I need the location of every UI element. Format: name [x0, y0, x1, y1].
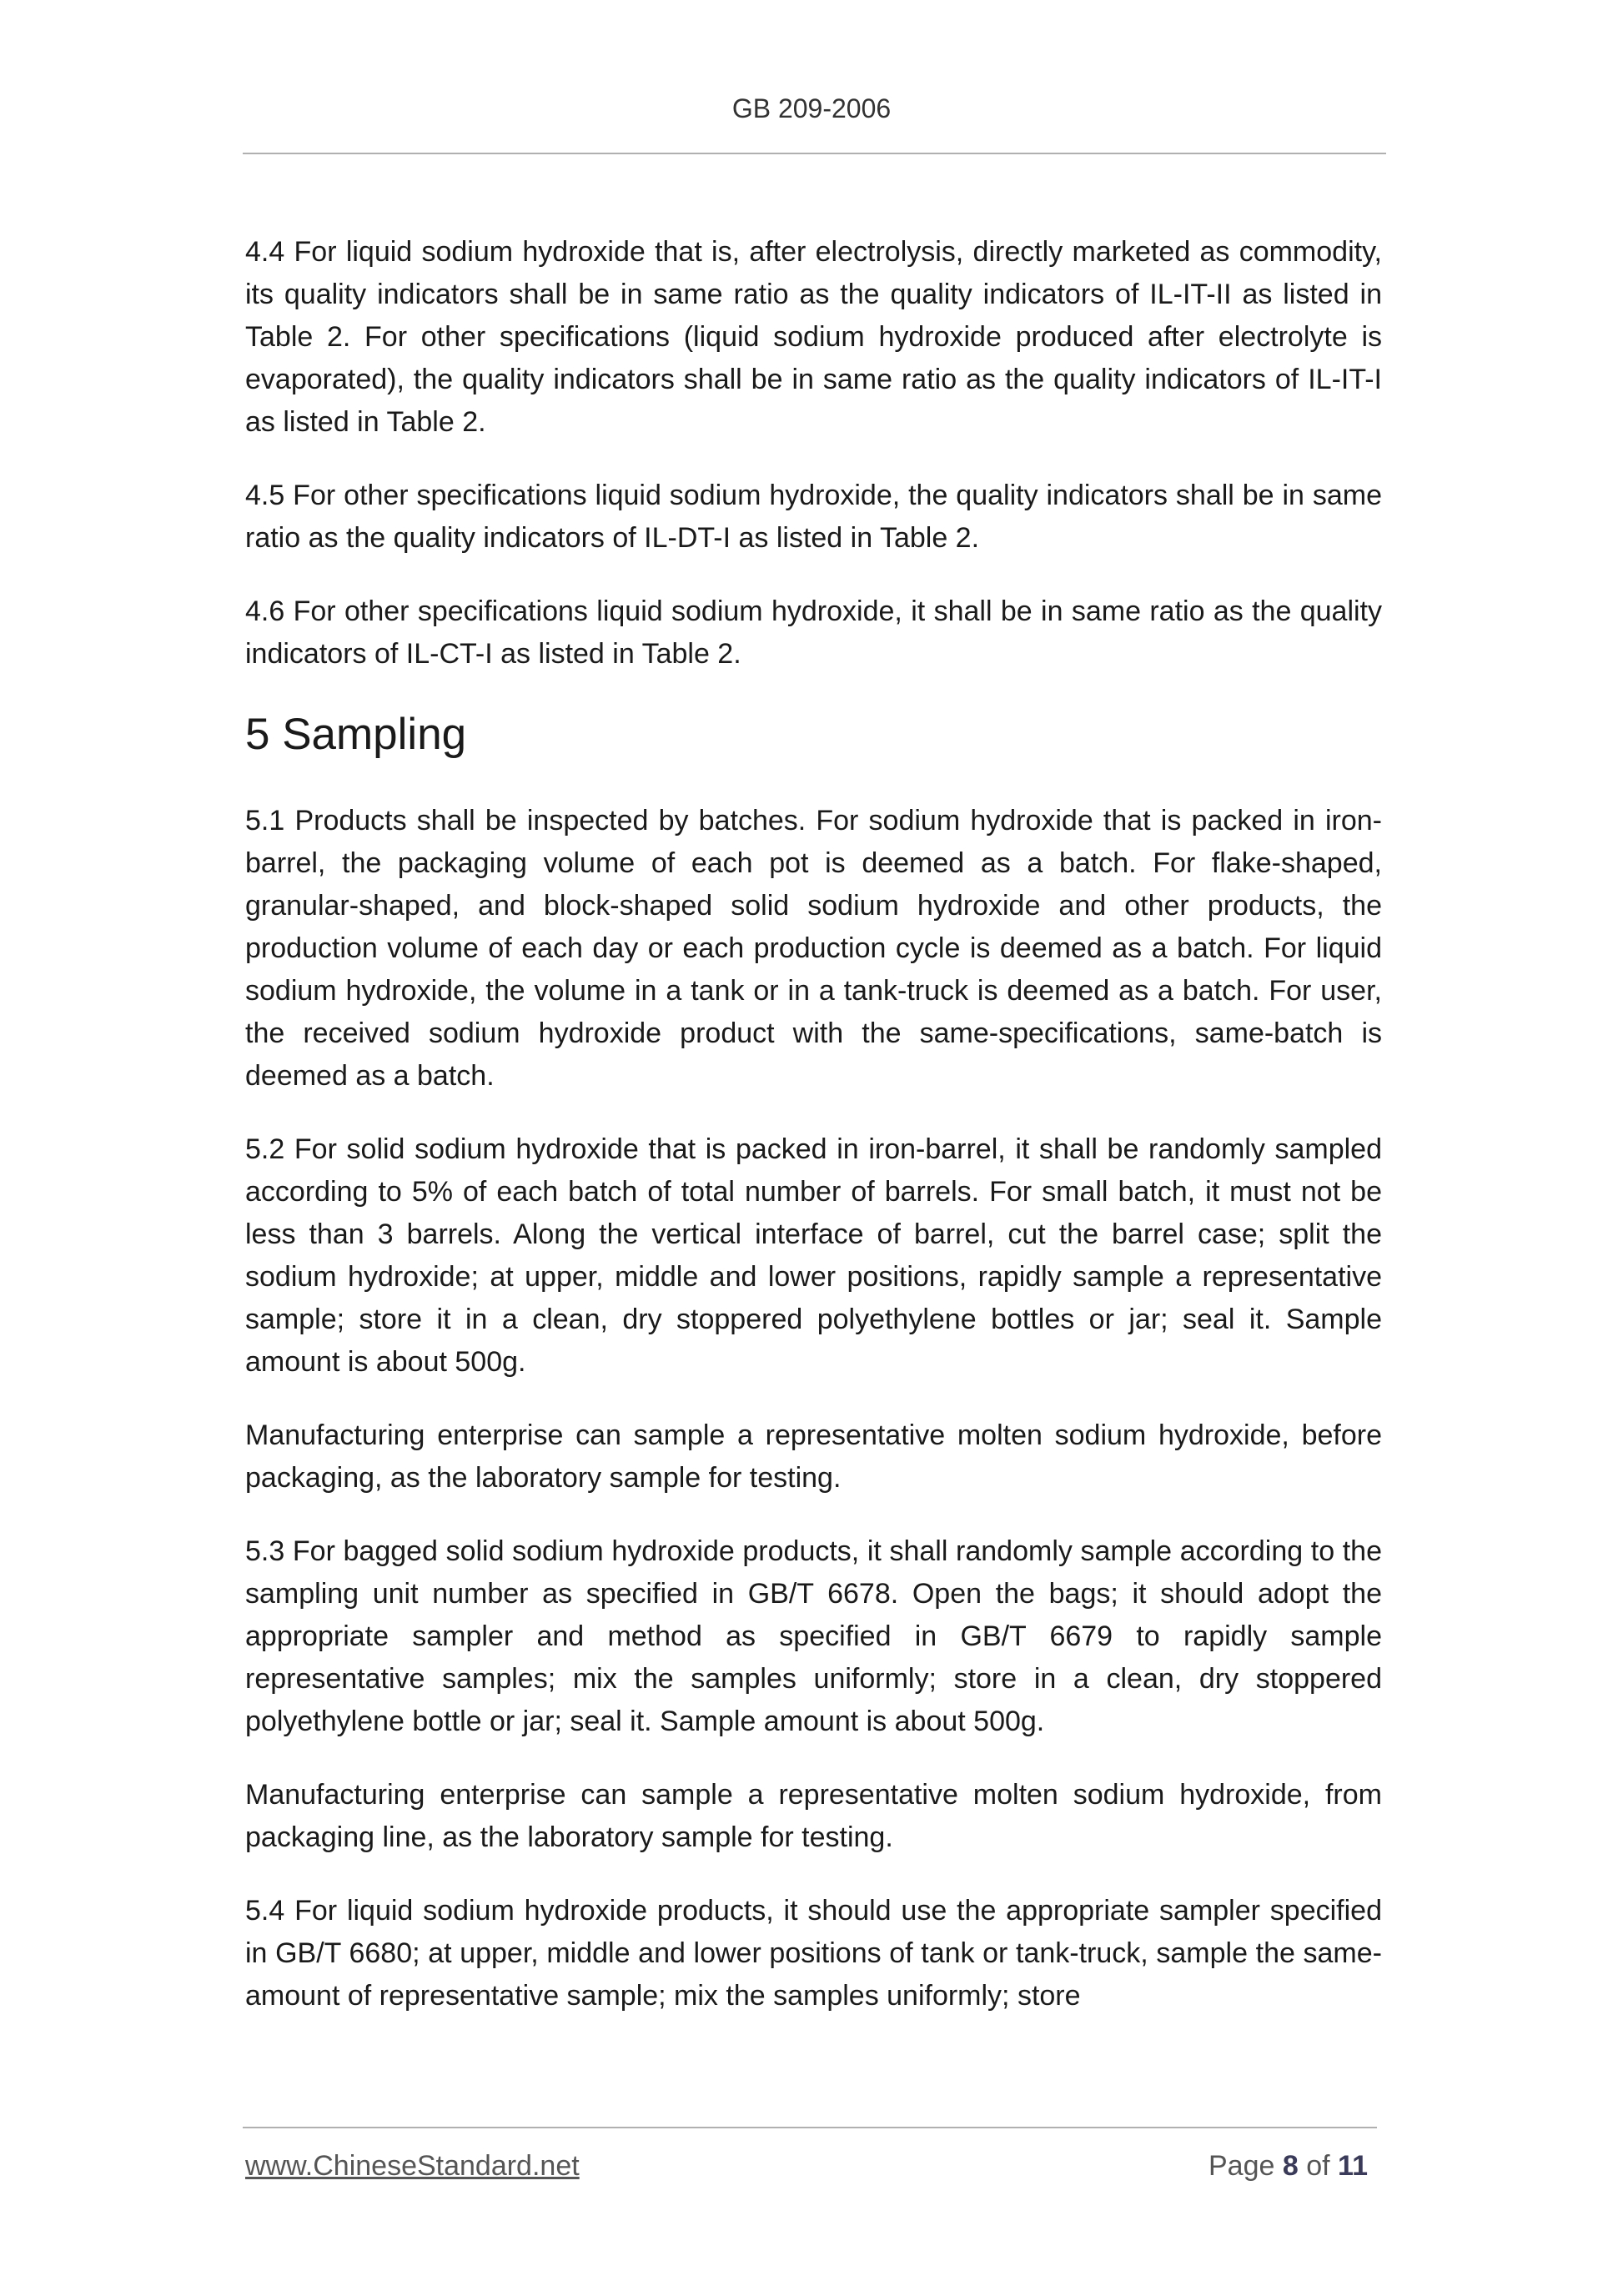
paragraph-4-6: 4.6 For other specifications liquid sodium hydroxide, it shall be in same ratio as the quality indicators of IL-CT-I as listed in Table 2. [245, 595, 1382, 670]
section-heading-sampling: 5 Sampling [245, 710, 467, 759]
paragraph-5-3-note: Manufacturing enterprise can sample a representative molten sodium hydroxide, from packaging line, as the laboratory sample for testing. [245, 1779, 1382, 1853]
header-divider [243, 153, 1386, 154]
paragraph-5-3: 5.3 For bagged solid sodium hydroxide products, it shall randomly sample according to the sampling unit number as specified in GB/T 6678. Open the bags; it should adopt the appropriate sampler and method as specified in GB/T 6679 to rapidly sample representative samples; mix the samples uniformly; store in a clean, dry stoppered polyethylene bottle or jar; seal it. Sample amount is about 500g. [245, 1535, 1382, 1737]
page-header-title: GB 209-2006 [731, 93, 892, 123]
paragraph-4-4: 4.4 For liquid sodium hydroxide that is, after electrolysis, directly marketed as commodity, its quality indicators shall be in same ratio as the quality indicators of IL-IT-II as listed in Table 2. For other specifications (liquid sodium hydroxide produced after electrolyte is evaporated), the quality indicators shall be in same ratio as the quality indicators of IL-IT-I as listed in Table 2. [245, 236, 1382, 438]
page-number [1208, 2150, 1368, 2183]
footer-divider [243, 2127, 1377, 2128]
paragraph-5-1: 5.1 Products shall be inspected by batches. For sodium hydroxide that is packed in iron-barrel, the packaging volume of each pot is deemed as a batch. For flake-shaped, granular-shaped, and block-shaped solid sodium hydroxide and other products, the production volume of each day or each production cycle is deemed as a batch. For liquid sodium hydroxide, the volume in a tank or in a tank-truck is deemed as a batch. For user, the received sodium hydroxide product with the same-specifications, same-batch is deemed as a batch. [245, 805, 1382, 1092]
website-link[interactable]: www.ChineseStandard.net [245, 2150, 580, 2182]
page-current: 8 [1282, 2150, 1299, 2182]
page-of-label: of [1306, 2150, 1330, 2182]
paragraph-5-4: 5.4 For liquid sodium hydroxide products, it should use the appropriate sampler specified in GB/T 6680; at upper, middle and lower positions of tank or tank-truck, sample the same-amount of representative sample; mix the samples uniformly; store [245, 1895, 1382, 2012]
paragraph-5-2: 5.2 For solid sodium hydroxide that is packed in iron-barrel, it shall be randomly sampled according to 5% of each batch of total number of barrels. For small batch, it must not be less than 3 barrels. Along the vertical interface of barrel, cut the barrel case; split the sodium hydroxide; at upper, middle and lower positions, rapidly sample a representative sample; store it in a clean, dry stoppered polyethylene bottles or jar; seal it. Sample amount is about 500g. [245, 1133, 1382, 1378]
paragraph-4-5: 4.5 For other specifications liquid sodium hydroxide, the quality indicators shall be in same ratio as the quality indicators of IL-DT-I as listed in Table 2. [245, 480, 1382, 554]
paragraph-5-2-note: Manufacturing enterprise can sample a representative molten sodium hydroxide, before packaging, as the laboratory sample for testing. [245, 1419, 1382, 1494]
page-label: Page [1208, 2150, 1275, 2182]
document-body [245, 231, 1382, 2048]
page-total: 11 [1338, 2150, 1368, 2182]
